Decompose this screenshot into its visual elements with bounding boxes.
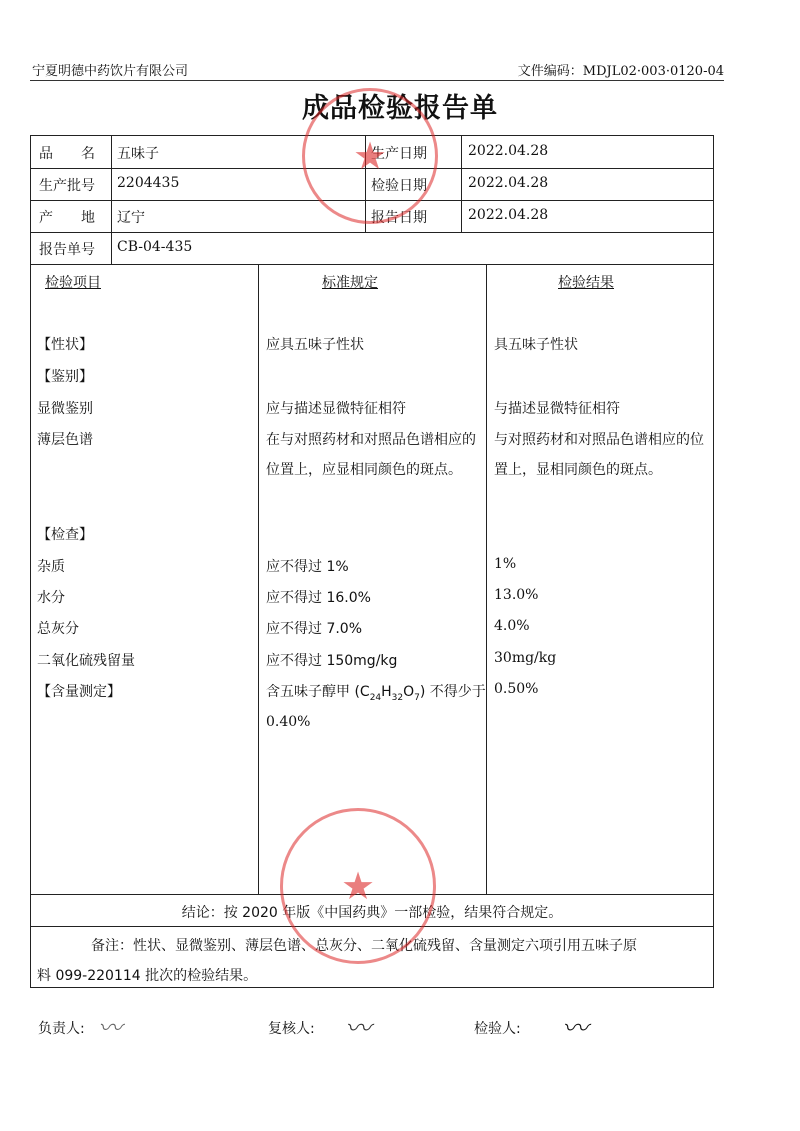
standard-cell: 应不得过 150mg/kg (266, 653, 398, 669)
standard-cell: 位置上，应显相同颜色的斑点。 (266, 462, 462, 478)
batch-number-value: 2204435 (117, 175, 180, 191)
responsible-signature: 〰 (98, 1014, 122, 1042)
formula-oxygen-count: 7 (414, 692, 420, 703)
col-divider (111, 136, 112, 264)
item-cell: 水分 (37, 590, 65, 606)
item-cell: 显微鉴别 (37, 401, 93, 417)
formula-oxygen: O (403, 684, 415, 700)
result-cell: 与描述显微特征相符 (494, 401, 620, 417)
page-title: 成品检验报告单 (302, 93, 498, 124)
standard-cell: 应与描述显微特征相符 (266, 401, 406, 417)
header-rule (30, 80, 724, 81)
item-cell: 薄层色谱 (37, 432, 93, 448)
formula-suffix: ) 不得少于 (419, 684, 486, 700)
report-date-value: 2022.04.28 (468, 207, 549, 223)
quality-seal-stamp (280, 808, 436, 964)
report-number-value: CB-04-435 (117, 239, 193, 255)
result-cell: 30mg/kg (494, 650, 557, 666)
standard-cell: 0.40% (266, 714, 311, 730)
result-cell: 1% (494, 556, 517, 572)
row-divider (31, 264, 713, 265)
item-cell: 【检查】 (37, 527, 93, 543)
origin-label: 产 地 (39, 210, 95, 226)
batch-number-label: 生产批号 (39, 178, 95, 194)
result-cell: 13.0% (494, 587, 539, 603)
result-cell: 4.0% (494, 618, 530, 634)
column-header-result: 检验结果 (558, 275, 614, 291)
result-cell: 具五味子性状 (494, 337, 578, 353)
remarks-line-1: 备注：性状、显微鉴别、薄层色谱、总灰分、二氧化硫残留、含量测定六项引用五味子原 (91, 938, 637, 954)
formula-hydrogen-count: 32 (391, 692, 404, 703)
item-cell: 【含量测定】 (37, 684, 121, 700)
reviewer-label: 复核人: (268, 1021, 315, 1037)
standard-cell-formula (266, 681, 486, 703)
standard-cell: 应具五味子性状 (266, 337, 364, 353)
product-name-value: 五味子 (117, 146, 159, 162)
standard-cell: 在与对照药材和对照品色谱相应的 (266, 432, 476, 448)
quality-department-stamp (302, 88, 438, 224)
test-date-label: 检验日期 (371, 178, 427, 194)
formula-carbon-count: 24 (369, 692, 382, 703)
company-name: 宁夏明德中药饮片有限公司 (32, 64, 189, 79)
document-code: 文件编码：MDJL02·003·0120-04 (517, 64, 724, 79)
remarks-line-2: 料 099-220114 批次的检验结果。 (37, 968, 258, 984)
item-cell: 【性状】 (37, 337, 93, 353)
formula-prefix: 含五味子醇甲 (C (266, 684, 370, 700)
standard-cell: 应不得过 16.0% (266, 590, 371, 606)
item-cell: 杂质 (37, 559, 65, 575)
inspector-label: 检验人: (474, 1021, 521, 1037)
item-cell: 二氧化硫残留量 (37, 653, 135, 669)
inspector-signature: 〰 (562, 1014, 589, 1044)
conclusion: 结论：按 2020 年版《中国药典》一部检验，结果符合规定。 (181, 905, 563, 921)
col-divider (486, 264, 487, 894)
test-date-value: 2022.04.28 (468, 175, 549, 191)
reviewer-signature: 〰 (345, 1014, 372, 1044)
origin-value: 辽宁 (117, 210, 145, 226)
responsible-label: 负责人: (38, 1021, 85, 1037)
item-cell: 总灰分 (37, 621, 79, 637)
result-cell: 置上，显相同颜色的斑点。 (494, 462, 662, 478)
stamp-star-icon: ★ (340, 864, 376, 908)
result-cell: 与对照药材和对照品色谱相应的位 (494, 432, 704, 448)
production-date-label: 生产日期 (371, 146, 427, 162)
standard-cell: 应不得过 1% (266, 559, 349, 575)
report-number-label: 报告单号 (39, 242, 95, 258)
row-divider (31, 232, 713, 233)
column-header-item: 检验项目 (45, 275, 101, 291)
col-divider (258, 264, 259, 894)
result-cell: 0.50% (494, 681, 539, 697)
standard-cell: 应不得过 7.0% (266, 621, 363, 637)
stamp-star-icon: ★ (352, 134, 388, 178)
product-name-label: 品 名 (39, 146, 95, 162)
col-divider (461, 136, 462, 232)
column-header-standard: 标准规定 (322, 275, 378, 291)
formula-hydrogen: H (381, 684, 392, 700)
item-cell: 【鉴别】 (37, 369, 93, 385)
production-date-value: 2022.04.28 (468, 143, 549, 159)
report-date-label: 报告日期 (371, 210, 427, 226)
